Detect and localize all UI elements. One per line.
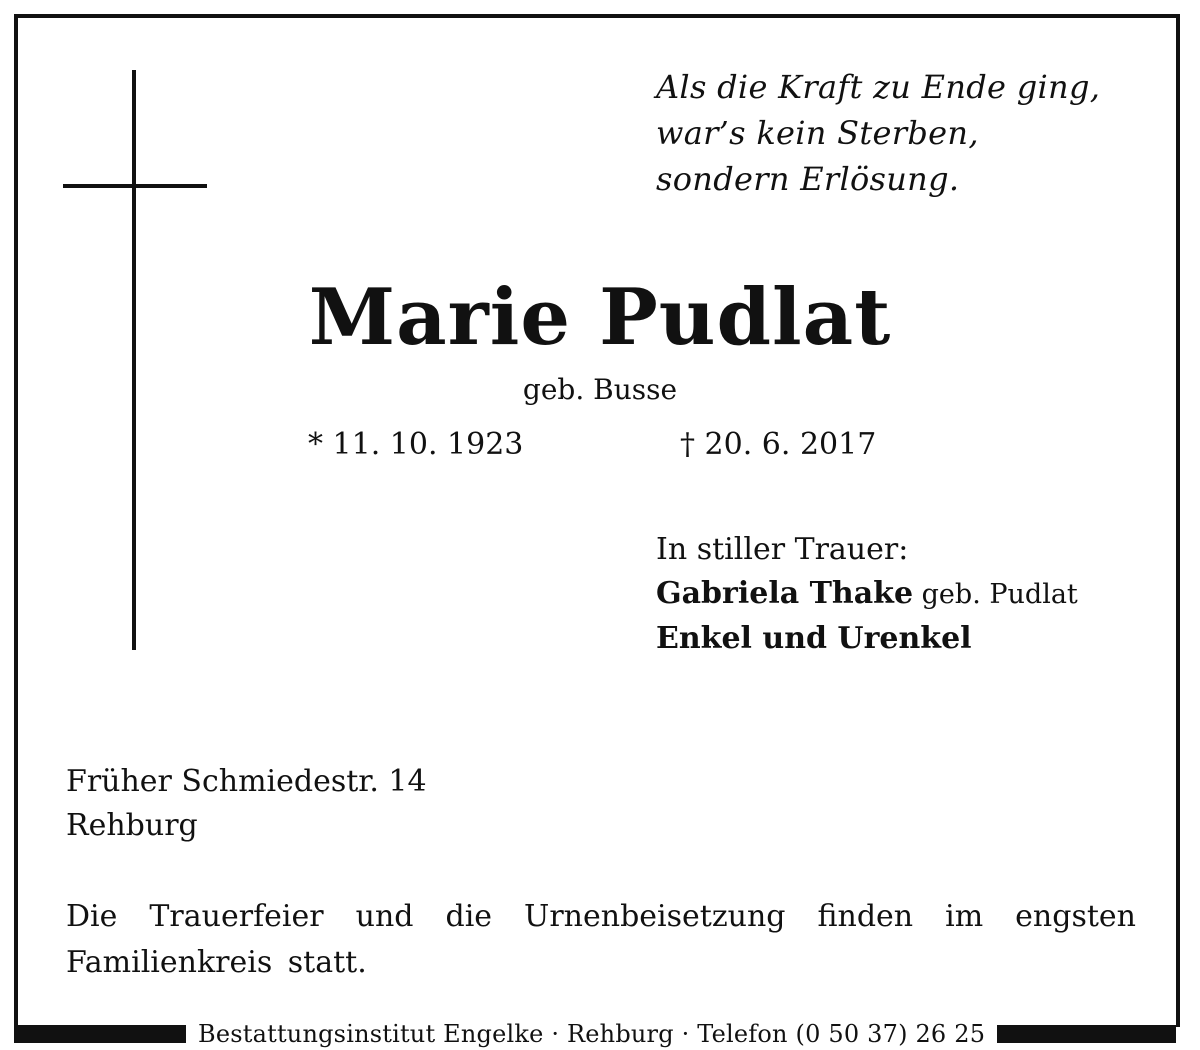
motto-line: Als die Kraft zu Ende ging, [656, 68, 1101, 106]
footer-bar [14, 1018, 1176, 1050]
footer-rule-left [14, 1025, 186, 1043]
former-address [66, 760, 427, 848]
mourners-intro: In stiller Trauer: [656, 532, 909, 567]
mourners-block [656, 528, 1078, 661]
address-city: Rehburg [66, 808, 198, 843]
address-street: Früher Schmiedestr. 14 [66, 764, 427, 799]
death-date: † 20. 6. 2017 [680, 427, 877, 462]
birth-date: * 11. 10. 1923 [308, 427, 524, 462]
motto-line: war’s kein Sterben, [656, 114, 979, 152]
motto-line: sondern Erlösung. [656, 160, 960, 198]
mourner-family: Enkel und Urenkel [656, 621, 972, 656]
funeral-home-info: Bestattungsinstitut Engelke · Rehburg · Telefon (0 50 37) 26 25 [198, 1020, 986, 1048]
mourner-line [656, 572, 1078, 617]
mourner-name: Gabriela Thake [656, 576, 914, 611]
birth-name: geb. Busse [522, 373, 678, 406]
footer-rule-right [997, 1025, 1176, 1043]
mourner-birth-name: geb. Pudlat [913, 579, 1078, 610]
motto-verse [656, 64, 1100, 202]
deceased-name: Marie Pudlat [308, 272, 892, 363]
cross-horizontal-bar [63, 184, 207, 188]
funeral-notice-text: Die Trauerfeier und die Urnenbeisetzung finden im engsten Familienkreis statt. [66, 899, 1136, 980]
